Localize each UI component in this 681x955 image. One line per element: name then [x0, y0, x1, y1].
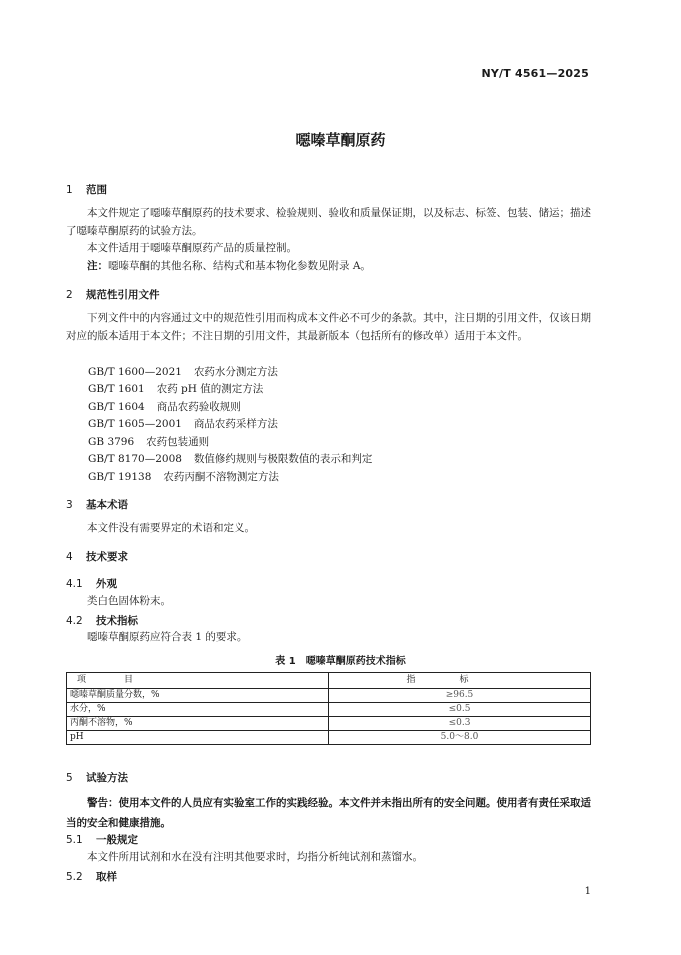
subsection-number: 5.1 — [66, 834, 83, 846]
section-2-intro: 下列文件中的内容通过文中的规范性引用而构成本文件必不可少的条款。其中，注日期的引用文件，仅该日期对应的版本适用于本文件；不注日期的引用文件，其最新版本（包括所有的修改单）适用于本文件。 — [66, 312, 591, 342]
row-spec: ≤0.5 — [329, 703, 591, 717]
subsection-5-1-heading — [66, 832, 138, 847]
reference-title: 商品农药验收规则 — [156, 401, 241, 413]
section-title: 范围 — [86, 184, 107, 196]
table-row — [67, 731, 591, 745]
table-header-row — [67, 673, 591, 689]
row-spec: 5.0～8.0 — [329, 731, 591, 745]
safety-warning: 警告：使用本文件的人员应有实验室工作的实践经验。本文件并未指出所有的安全问题。使用者有责任采取适当的安全和健康措施。 — [66, 797, 591, 829]
subsection-5-2-heading — [66, 869, 117, 884]
subsection-4-1-text: 类白色固体粉末。 — [87, 595, 171, 607]
subsection-5-1-text: 本文件所用试剂和水在没有注明其他要求时，均指分析纯试剂和蒸馏水。 — [87, 851, 423, 863]
subsection-number: 4.1 — [66, 578, 83, 590]
reference-item — [88, 416, 278, 431]
section-number: 3 — [66, 499, 73, 511]
section-number: 4 — [66, 551, 73, 563]
reference-code: GB/T 1605—2001 — [88, 418, 182, 430]
subsection-title: 取样 — [96, 871, 117, 883]
section-2-heading — [66, 287, 160, 302]
subsection-4-2-heading — [66, 613, 138, 628]
reference-item — [88, 451, 372, 466]
note-label: 注： — [87, 260, 108, 272]
subsection-number: 4.2 — [66, 615, 83, 627]
subsection-title: 技术指标 — [96, 615, 138, 627]
reference-title: 农药水分测定方法 — [193, 366, 278, 378]
subsection-number: 5.2 — [66, 871, 83, 883]
reference-item — [88, 381, 263, 396]
table-row — [67, 689, 591, 703]
reference-code: GB/T 1600—2021 — [88, 366, 182, 378]
section-number: 5 — [66, 772, 73, 784]
section-1-note — [66, 258, 591, 276]
section-number: 2 — [66, 289, 73, 301]
reference-code: GB/T 1601 — [88, 383, 145, 395]
row-spec: ≥96.5 — [329, 689, 591, 703]
row-spec: ≤0.3 — [329, 717, 591, 731]
reference-code: GB/T 8170—2008 — [88, 453, 182, 465]
page-number: 1 — [584, 886, 591, 897]
section-3-text: 本文件没有需要界定的术语和定义。 — [87, 522, 255, 534]
document-title: 噁嗪草酮原药 — [295, 131, 386, 149]
reference-item — [88, 399, 241, 414]
section-4-heading — [66, 549, 128, 564]
subsection-title: 一般规定 — [96, 834, 138, 846]
section-1-paragraph-1: 本文件规定了噁嗪草酮原药的技术要求、检验规则、验收和质量保证期，以及标志、标签、包装、储运；描述了噁嗪草酮原药的试验方法。 — [66, 207, 591, 237]
row-item: pH — [67, 731, 329, 745]
subsection-4-2-text: 噁嗪草酮原药应符合表 1 的要求。 — [87, 631, 248, 643]
section-1-paragraph-2: 本文件适用于噁嗪草酮原药产品的质量控制。 — [87, 242, 297, 254]
reference-title: 商品农药采样方法 — [193, 418, 278, 430]
spec-table — [66, 672, 591, 745]
section-title: 规范性引用文件 — [86, 289, 160, 301]
reference-item — [88, 364, 278, 379]
section-number: 1 — [66, 184, 73, 196]
reference-item — [88, 434, 209, 449]
section-title: 试验方法 — [86, 772, 128, 784]
row-item: 丙酮不溶物，% — [67, 717, 329, 731]
section-3-heading — [66, 497, 128, 512]
row-item: 水分，% — [67, 703, 329, 717]
standard-code: NY/T 4561—2025 — [481, 67, 589, 80]
section-title: 技术要求 — [86, 551, 128, 563]
header-spec: 指标 — [329, 673, 591, 689]
reference-title: 农药包装通则 — [146, 436, 210, 448]
subsection-title: 外观 — [96, 578, 117, 590]
reference-title: 农药 pH 值的测定方法 — [156, 383, 264, 395]
header-item: 项目 — [67, 673, 329, 689]
section-5-heading — [66, 770, 128, 785]
table-caption: 表 1 噁嗪草酮原药技术指标 — [275, 656, 406, 667]
reference-code: GB/T 19138 — [88, 471, 152, 483]
row-item: 噁嗪草酮质量分数，% — [67, 689, 329, 703]
section-title: 基本术语 — [86, 499, 128, 511]
subsection-4-1-heading — [66, 576, 117, 591]
note-text: 噁嗪草酮的其他名称、结构式和基本物化参数见附录 A。 — [108, 260, 371, 272]
table-row — [67, 703, 591, 717]
table-row — [67, 717, 591, 731]
section-1-heading — [66, 182, 107, 197]
reference-code: GB/T 1604 — [88, 401, 145, 413]
reference-title: 农药丙酮不溶物测定方法 — [163, 471, 279, 483]
reference-code: GB 3796 — [88, 436, 135, 448]
reference-item — [88, 469, 279, 484]
reference-title: 数值修约规则与极限数值的表示和判定 — [193, 453, 373, 465]
